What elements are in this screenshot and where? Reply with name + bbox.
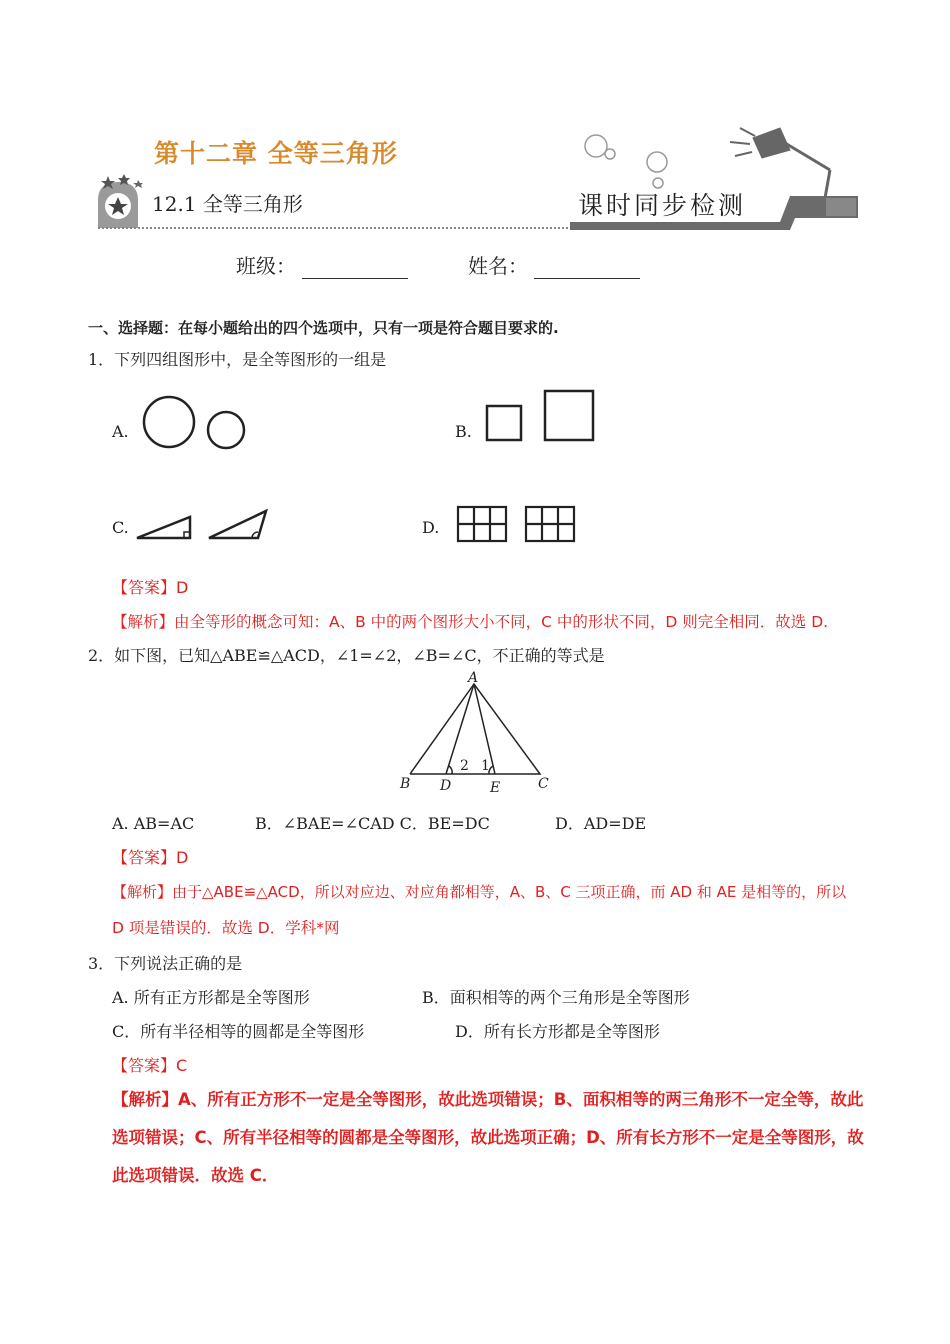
section-title: 12.1 全等三角形 (152, 192, 303, 216)
q2-option-d: D．AD=DE (555, 814, 647, 833)
name-label: 姓名： (468, 254, 528, 278)
q2-answer: 【答案】D (112, 848, 189, 867)
q1-option-b: B. (455, 422, 472, 441)
q3-analysis-line2: 选项错误；C、所有半径相等的圆都是全等图形，故此选项正确；D、所有长方形不一定是全等图形，故 (112, 1128, 864, 1147)
label-b: B (400, 776, 411, 792)
q1-figure-c (134, 508, 274, 542)
q1-option-d: D. (422, 518, 440, 537)
q3-option-d: D．所有长方形都是全等图形 (455, 1022, 660, 1041)
q3-analysis-line1: 【解析】A、所有正方形不一定是全等图形，故此选项错误；B、面积相等的两三角形不一定全等，故此 (112, 1090, 864, 1109)
q1-figure-b (484, 388, 599, 446)
label-e: E (490, 780, 501, 796)
banner-title: 课时同步检测 (578, 191, 747, 220)
q3-option-a: A. 所有正方形都是全等图形 (112, 988, 310, 1007)
label-angle2: 2 (460, 758, 469, 774)
q1-option-a: A. (112, 422, 129, 441)
label-angle1: 1 (481, 758, 490, 774)
section-heading: 一、选择题：在每小题给出的四个选项中，只有一项是符合题目要求的. (88, 319, 559, 337)
label-c: C (538, 776, 549, 792)
q3-stem: 3．下列说法正确的是 (88, 954, 243, 973)
q1-figure-a (138, 393, 250, 453)
q1-stem: 1．下列四组图形中，是全等图形的一组是 (88, 350, 387, 369)
q1-option-c: C. (112, 518, 129, 537)
q2-triangle-figure (398, 670, 558, 798)
bubbles-icon (585, 135, 667, 188)
class-blank[interactable] (302, 260, 408, 279)
label-d: D (440, 778, 452, 794)
q1-analysis: 【解析】由全等形的概念可知：A、B 中的两个图形大小不同，C 中的形状不同，D 则完全相同．故选 D. (112, 613, 829, 631)
q3-option-b: B．面积相等的两个三角形是全等图形 (422, 988, 690, 1007)
q2-analysis-line1: 【解析】由于△ABE≌△ACD，所以对应边、对应角都相等，A、B、C 三项正确，而 AD 和 AE 是相等的，所以 (112, 883, 847, 901)
name-blank[interactable] (534, 260, 640, 279)
q2-option-bc: B．∠BAE=∠CAD C．BE=DC (255, 814, 490, 833)
name-field (468, 250, 640, 279)
q3-answer: 【答案】C (112, 1056, 188, 1075)
q3-option-c: C．所有半径相等的圆都是全等图形 (112, 1022, 365, 1041)
q2-analysis-line2: D 项是错误的．故选 D．学科*网 (112, 919, 340, 937)
q3-analysis-line3: 此选项错误．故选 C． (112, 1166, 279, 1185)
class-field (236, 250, 408, 279)
label-a: A (468, 670, 479, 686)
q1-answer: 【答案】D (112, 578, 189, 597)
q2-option-a: A. AB=AC (112, 814, 195, 833)
chapter-title: 第十二章 全等三角形 (154, 139, 398, 168)
q1-figure-d (455, 504, 580, 544)
q2-stem: 2．如下图，已知△ABE≌△ACD，∠1=∠2，∠B=∠C，不正确的等式是 (88, 646, 605, 665)
class-label: 班级： (236, 254, 296, 278)
star-badge-icon (98, 174, 143, 228)
